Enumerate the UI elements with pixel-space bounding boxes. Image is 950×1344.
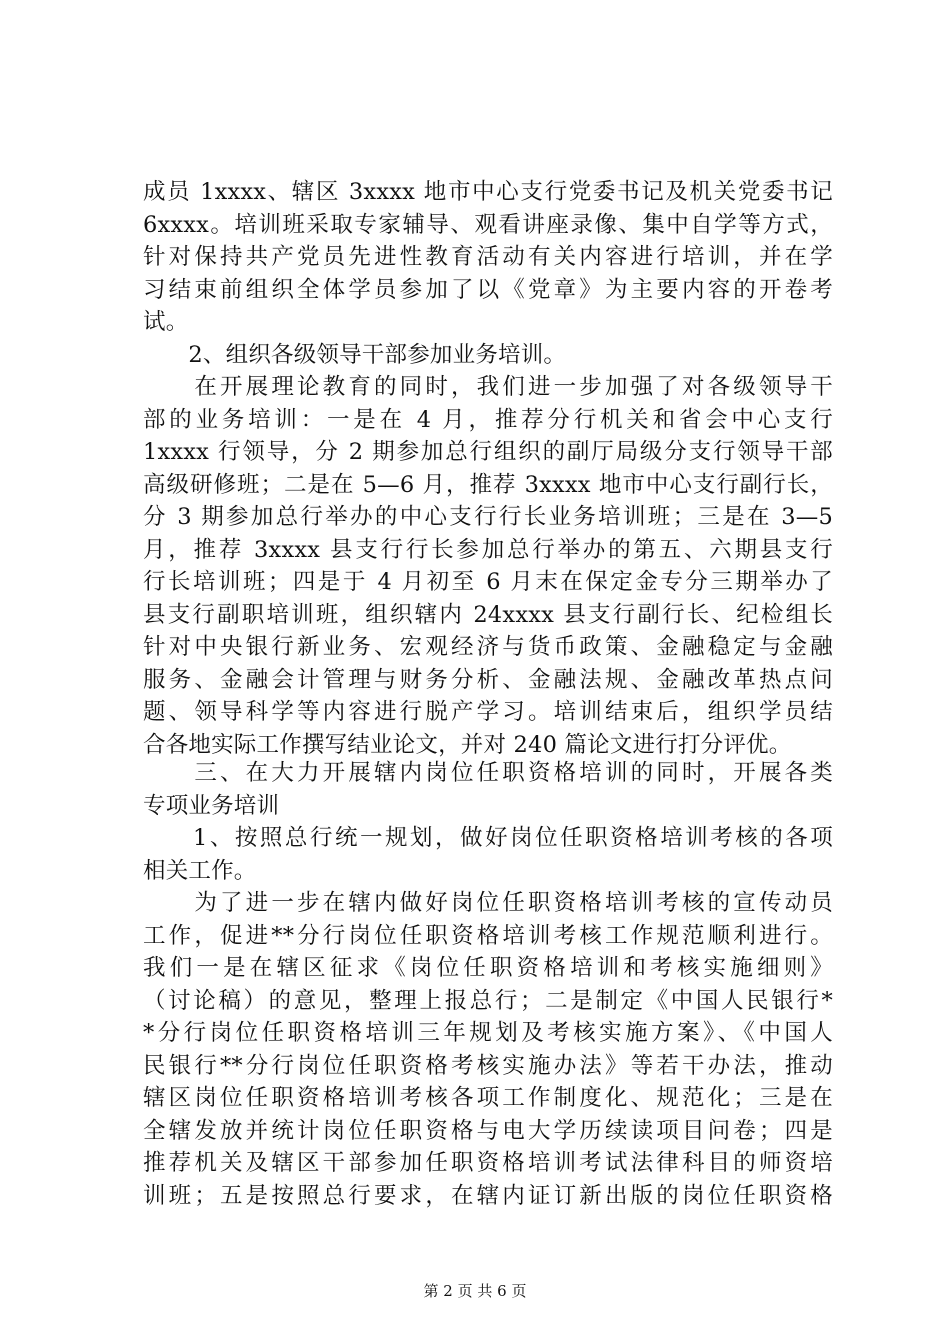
text-line: 题、领导科学等内容进行脱产学习。培训结束后，组织学员结 [143, 699, 833, 725]
text-line: 在开展理论教育的同时，我们进一步加强了对各级领导干 [143, 374, 833, 400]
text-line: 2、组织各级领导干部参加业务培训。 [143, 341, 567, 368]
text-line: 部的业务培训：一是在 4 月，推荐分行机关和省会中心支行 [143, 406, 833, 433]
text-line: 推荐机关及辖区干部参加任职资格培训考试法律科目的师资培 [143, 1150, 833, 1176]
text-line: 全辖发放并统计岗位任职资格与电大学历续读项目问卷；四是 [143, 1117, 833, 1144]
text-line: 辖区岗位任职资格培训考核各项工作制度化、规范化；三是在 [143, 1085, 833, 1111]
text-line: 行长培训班；四是于 4 月初至 6 月末在保定金专分三期举办了 [143, 569, 833, 595]
text-line: 1、按照总行统一规划，做好岗位任职资格培训考核的各项 [143, 825, 833, 851]
text-line: 高级研修班；二是在 5—6 月，推荐 3xxxx 地市中心支行副行长， [143, 471, 833, 498]
text-line: （讨论稿）的意见，整理上报总行；二是制定《中国人民银行* [143, 987, 833, 1014]
text-line: 我们一是在辖区征求《岗位任职资格培训和考核实施细则》 [143, 955, 833, 981]
text-line: 专项业务培训 [143, 792, 280, 819]
text-line: 6xxxx。培训班采取专家辅导、观看讲座录像、集中自学等方式， [143, 211, 833, 238]
body-text-section-2 [143, 757, 833, 1212]
body-text-section-1 [143, 176, 833, 761]
text-line: 针对保持共产党员先进性教育活动有关内容进行培训，并在学 [143, 244, 833, 270]
text-line: 为了进一步在辖内做好岗位任职资格培训考核的宣传动员 [143, 890, 833, 916]
text-line: 针对中央银行新业务、宏观经济与货币政策、金融稳定与金融 [143, 634, 833, 660]
text-line: 合各地实际工作撰写结业论文，并对 240 篇论文进行打分评优。 [143, 731, 792, 758]
text-line: 分 3 期参加总行举办的中心支行行长业务培训班；三是在 3—5 [143, 504, 833, 530]
text-line: 工作，促进**分行岗位任职资格培训考核工作规范顺利进行。 [143, 922, 833, 949]
page-footer: 第 2 页 共 6 页 [423, 1282, 527, 1300]
text-line: 试。 [143, 309, 189, 335]
text-line: 三、在大力开展辖内岗位任职资格培训的同时，开展各类 [143, 760, 833, 786]
text-line: 相关工作。 [143, 857, 257, 884]
text-line: 成员 1xxxx、辖区 3xxxx 地市中心支行党委书记及机关党委书记 [143, 179, 833, 205]
text-line: 训班；五是按照总行要求，在辖内证订新出版的岗位任职资格 [143, 1182, 833, 1209]
text-line: 服务、金融会计管理与财务分析、金融法规、金融改革热点问 [143, 666, 833, 693]
text-line: 民银行**分行岗位任职资格考核实施办法》等若干办法，推动 [143, 1052, 833, 1079]
text-line: 1xxxx 行领导，分 2 期参加总行组织的副厅局级分支行领导干部 [143, 439, 833, 465]
text-line: 月，推荐 3xxxx 县支行行长参加总行举办的第五、六期县支行 [143, 536, 833, 563]
text-line: 县支行副职培训班，组织辖内 24xxxx 县支行副行长、纪检组长 [143, 601, 833, 628]
text-line: *分行岗位任职资格培训三年规划及考核实施方案》、《中国人 [143, 1020, 833, 1046]
text-line: 习结束前组织全体学员参加了以《党章》为主要内容的开卷考 [143, 276, 833, 303]
